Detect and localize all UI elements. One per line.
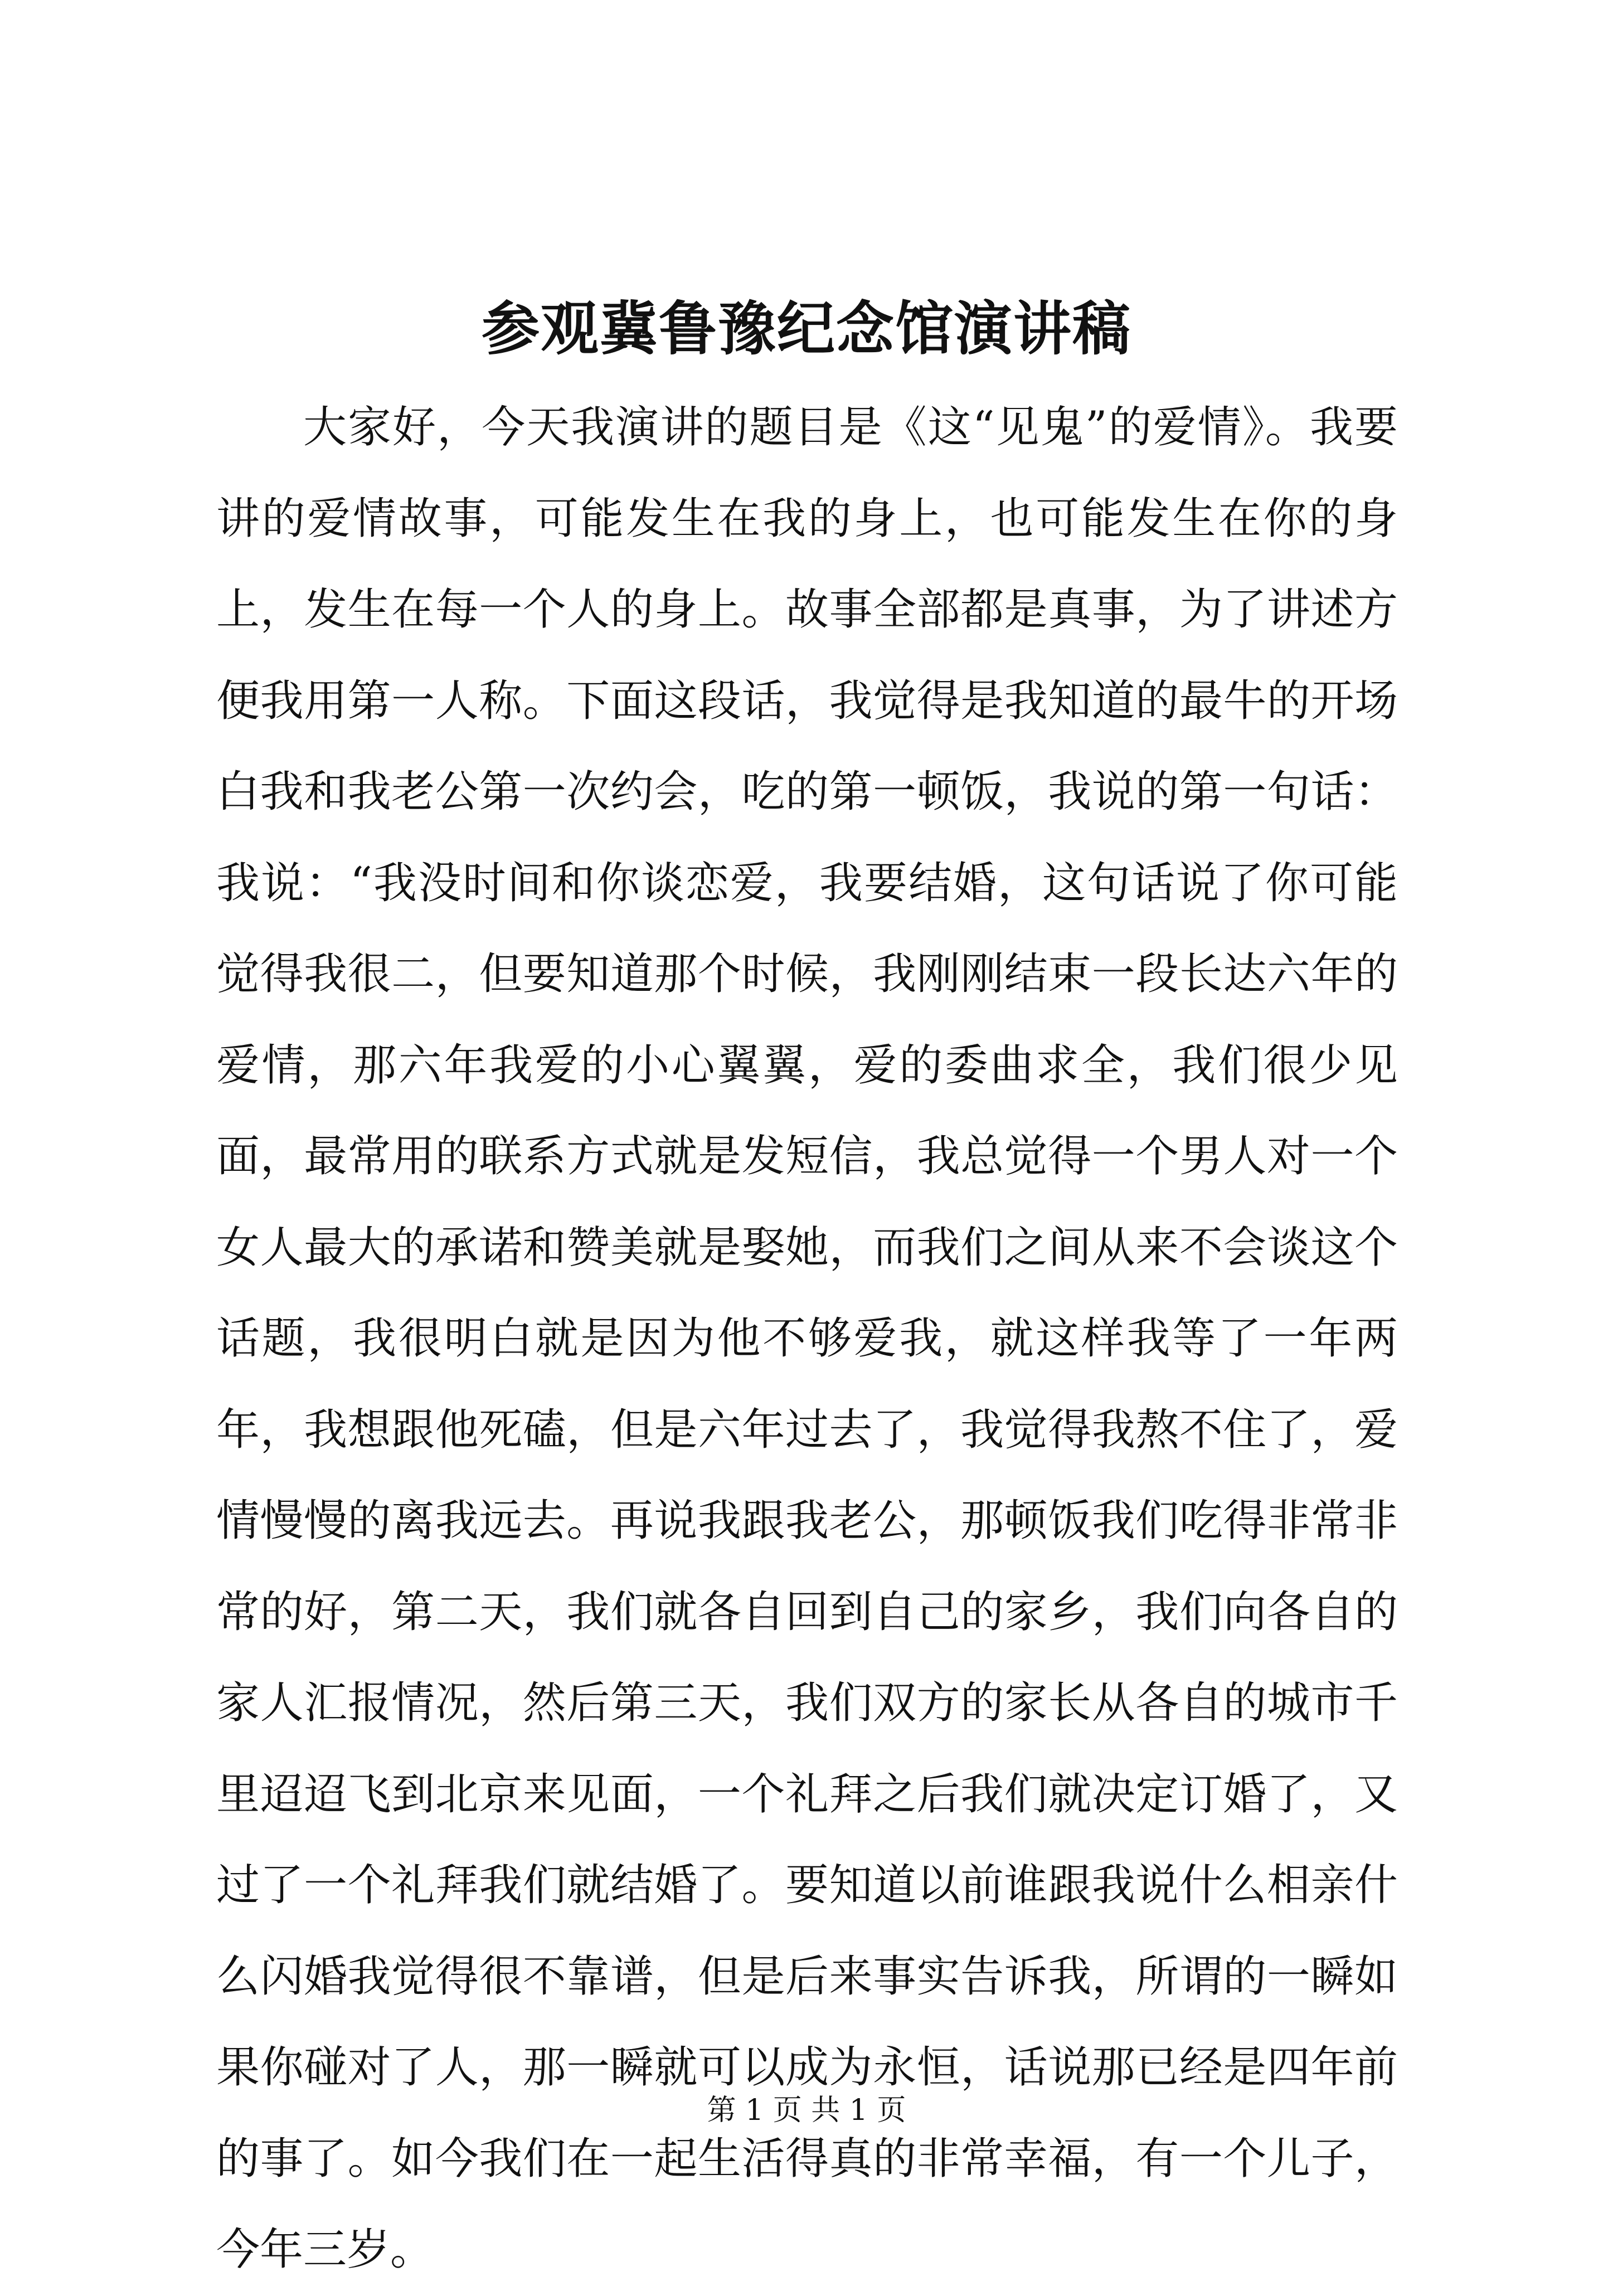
- body-paragraph: 大家好，今天我演讲的题目是《这“见鬼”的爱情》。我要讲的爱情故事，可能发生在我的身上，也可能发生在你的身上，发生在每一个人的身上。故事全部都是真事，为了讲述方便我用第一人称。下面这段话，我觉得是我知道的最牛的开场白我和我老公第一次约会，吃的第一顿饭，我说的第一句话：我说：“我没时间和你谈恋爱，我要结婚，这句话说了你可能觉得我很二，但要知道那个时候，我刚刚结束一段长达六年的爱情，那六年我爱的小心翼翼，爱的委曲求全，我们很少见面，最常用的联系方式就是发短信，我总觉得一个男人对一个女人最大的承诺和赞美就是娶她，而我们之间从来不会谈这个话题，我很明白就是因为他不够爱我，就这样我等了一年两年，我想跟他死磕，但是六年过去了，我觉得我熬不住了，爱情慢慢的离我远去。再说我跟我老公，那顿饭我们吃得非常非常的好，第二天，我们就各自回到自己的家乡，我们向各自的家人汇报情况，然后第三天，我们双方的家长从各自的城市千里迢迢飞到北京来见面，一个礼拜之后我们就决定订婚了，又过了一个礼拜我们就结婚了。要知道以前谁跟我说什么相亲什么闪婚我觉得很不靠谱，但是后来事实告诉我，所谓的一瞬如果你碰对了人，那一瞬就可以成为永恒，话说那已经是四年前的事了。如今我们在一起生活得真的非常幸福，有一个儿子，今年三岁。: [216, 402, 1398, 2275]
- page-footer: 第 1 页 共 1 页: [707, 2094, 906, 2127]
- document-title: 参观冀鲁豫纪念馆演讲稿: [481, 294, 1131, 363]
